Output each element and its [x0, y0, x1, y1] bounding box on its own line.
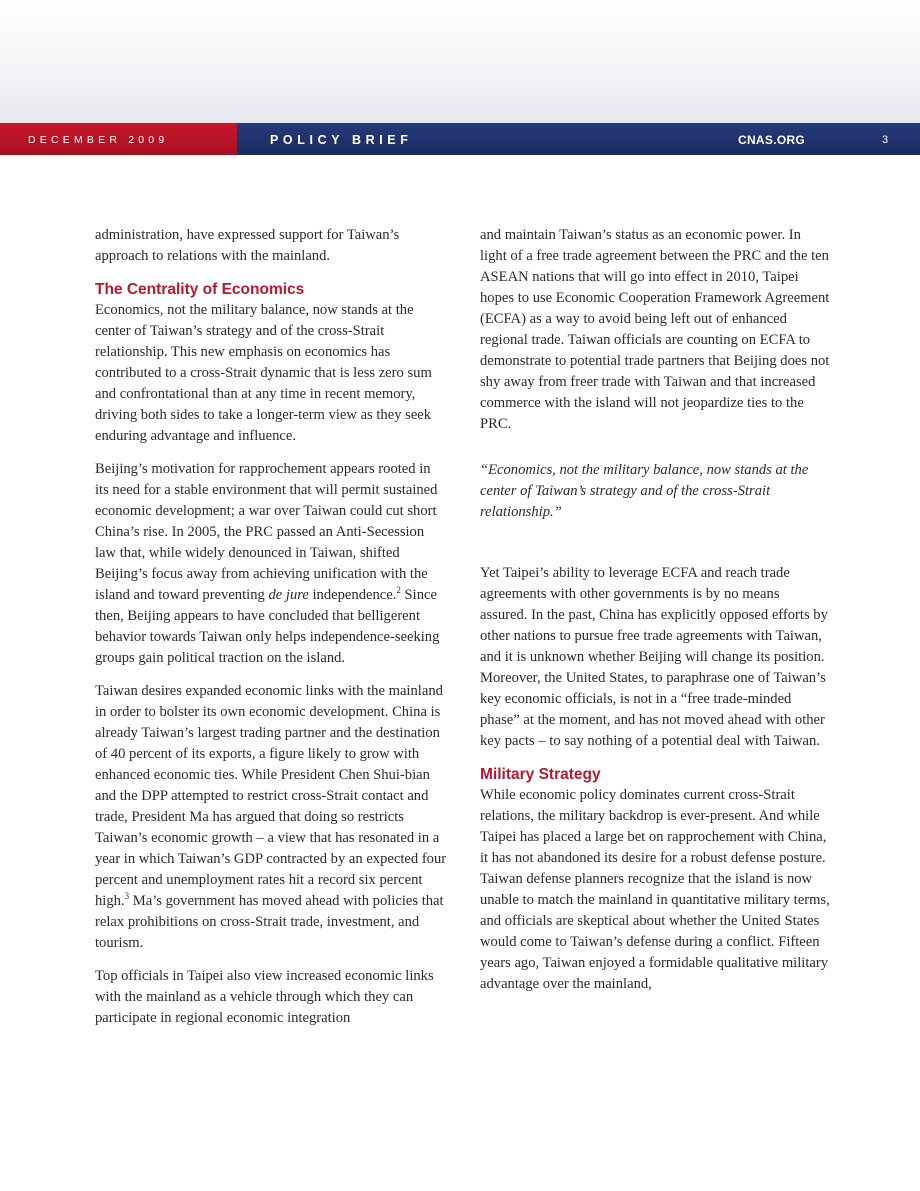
pull-quote: “Economics, not the military balance, now stands at the center of Taiwan’s strategy and of the cross-Strait relationship.”	[480, 462, 809, 520]
paragraph: Top officials in Taipei also view increased economic links with the mainland as a vehicle through which they can participate in regional economic integration	[95, 968, 434, 1026]
paragraph	[95, 681, 447, 954]
text-run: independence.	[308, 587, 397, 603]
text-run: Beijing’s motivation for rapprochement appears rooted in its need for a stable environment that will permit sustained economic development; a war over Taiwan could cut short China’s rise. In 2005, the PRC passed an Anti-Secession law that, while widely denounced in Taiwan, shifted Beijing’s focus away from achieving unification with the island and toward preventing	[95, 461, 438, 603]
right-column	[480, 225, 830, 995]
running-header	[0, 123, 920, 155]
section-heading: The Centrality of Economics	[95, 281, 305, 298]
paragraph: and maintain Taiwan’s status as an economic power. In light of a free trade agreement between the PRC and the ten ASEAN nations that will go into effect in 2010, Taipei hopes to use Economic Cooperation Framework Agreement (ECFA) as a way to avoid being left out of enhanced regional trade. Taiwan officials are counting on ECFA to demonstrate to potential trade partners that Beijing does not shy away from freer trade with Taiwan and that increased commerce with the island will not jeopardize ties to the PRC.	[480, 227, 830, 432]
paragraph	[95, 459, 447, 669]
left-column	[95, 225, 447, 1029]
page-top-banner	[0, 0, 920, 123]
text-run: Taiwan desires expanded economic links with the mainland in order to bolster its own economic development. China is already Taiwan’s largest trading partner and the destination of 40 percent of its exports, a figure likely to grow with enhanced economic ties. While President Chen Shui-bian and the DPP attempted to restrict cross-Strait contact and trade, President Ma has argued that doing so restricts Taiwan’s economic growth – a view that has resonated in a year in which Taiwan’s GDP contracted by an expected four percent and unemployment rates hit a record six percent high.	[95, 683, 447, 909]
header-site: CNAS.ORG	[738, 133, 806, 147]
paragraph: administration, have expressed support for Taiwan’s approach to relations with the mainland.	[95, 227, 400, 264]
section-heading: Military Strategy	[480, 766, 601, 783]
paragraph: While economic policy dominates current cross-Strait relations, the military backdrop is ever-present. And while Taipei has placed a large bet on rapprochement with China, it has not abandoned its desire for a robust defense posture. Taiwan defense planners recognize that the island is now unable to match the mainland in quantitative military terms, and officials are skeptical about whether the United States would come to Taiwan’s defense during a conflict. Fifteen years ago, Taiwan enjoyed a formidable qualitative military advantage over the mainland,	[480, 787, 830, 992]
footnote-ref: 3	[124, 891, 130, 902]
header-date: DECEMBER 2009	[28, 134, 169, 146]
page-number: 3	[882, 134, 889, 146]
paragraph: Yet Taipei’s ability to leverage ECFA and reach trade agreements with other governments is by no means assured. In the past, China has explicitly opposed efforts by other nations to pursue free trade agreements with Taiwan, and it is unknown whether Beijing will change its position. Moreover, the United States, to paraphrase one of Taiwan’s key economic officials, is not in a “free trade-minded phase” at the moment, and has not moved ahead with other key pacts – to say nothing of a potential deal with Taiwan.	[480, 565, 828, 749]
italic-term: de jure	[268, 587, 309, 603]
text-run: Ma’s government has moved ahead with policies that relax prohibitions on cross-Strait trade, investment, and tourism.	[95, 893, 444, 951]
header-title: POLICY BRIEF	[270, 133, 413, 147]
paragraph: Economics, not the military balance, now stands at the center of Taiwan’s strategy and of the cross-Strait relationship. This new emphasis on economics has contributed to a cross-Strait dynamic that is less zero sum and confrontational than at any time in recent memory, driving both sides to take a longer-term view as they seek enduring advantage and influence.	[95, 302, 432, 444]
footnote-ref: 2	[396, 585, 401, 596]
text-run: Since then, Beijing appears to have concluded that belligerent behavior towards Taiwan only helps independence-seeking groups gain political traction on the island.	[95, 587, 440, 666]
